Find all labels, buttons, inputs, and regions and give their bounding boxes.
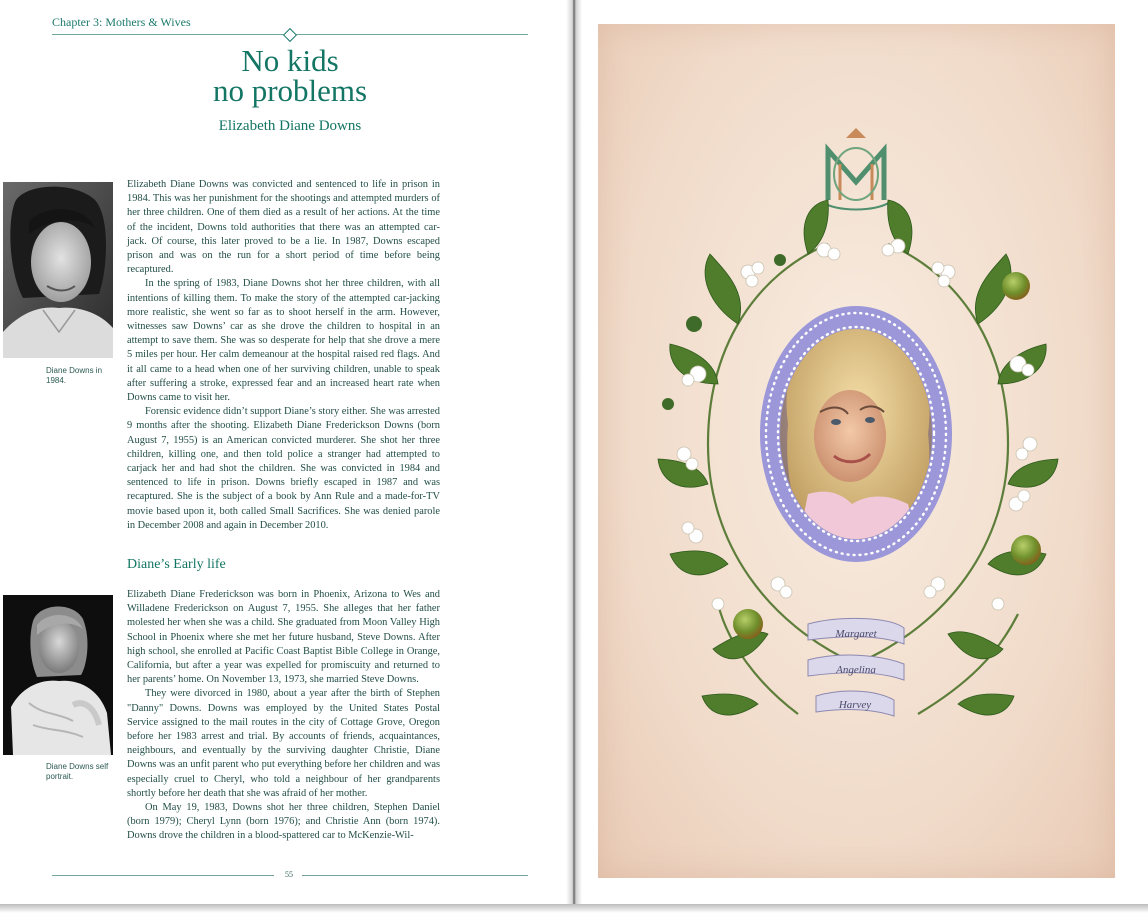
title-line-2: no problems (212, 73, 368, 108)
body-text-bottom (127, 588, 440, 844)
ribbon-text-3: Harvey (838, 699, 872, 711)
paragraph: On May 19, 1983, Downs shot her three children, Stephen Daniel (born 1979); Cheryl Lynn (born 1976); and Christie Ann (born 1974). Downs drove the children in a blood-spattered car to McKenzie-Wil- (127, 802, 440, 842)
title-line-1: No kids (241, 43, 339, 78)
paragraph: Elizabeth Diane Frederickson was born in Phoenix, Arizona to Wes and Willadene Frederickson on August 7, 1955. She alleges that her father molested her when she was a child. She graduated from Moon Valley High School in Phoenix where she met her future husband, Steve Downs. After high school, she enrolled at Pacific Coast Baptist Bible College in Orange, California, but after a year was expelled for promiscuity and returned to her parents’ home. On November 13, 1973, she married Steve Downs. (127, 589, 440, 686)
name-ribbon (808, 618, 904, 716)
floral-frame-illustration (598, 24, 1115, 878)
paragraph: In the spring of 1983, Diane Downs shot her three children, with all intentions of killing them. To make the story of the attempted car-jacking more realistic, she went so far as to shoot herself in the arm. However, witnesses saw Downs’ car as she drove the children to hospital in an attempt to save them. She was so desperate for help that she drove a mere 5 miles per hour. Her calm demeanour at the hospital raised red flags. And it all came to a head when one of her surviving children, unable to speak after suffering a stroke, expressed fear and an increased heart rate when Downs came to visit her. (127, 278, 440, 404)
portrait-photo-1984 (3, 182, 113, 358)
left-page (0, 0, 574, 906)
monogram-icon (822, 128, 890, 210)
portrait-1-image (3, 182, 113, 358)
right-page (582, 0, 1148, 906)
paragraph: Elizabeth Diane Downs was convicted and sentenced to life in prison in 1984. This was her punishment for the shootings and attempted murders of her three children. One of them died as a result of her actions. At the time of the incident, Downs told authorities that there was an attempted car-jack. Of course, this later proved to be a lie. In 1987, Downs escaped prison and was on the run for a short period of time before being recaptured. (127, 179, 440, 276)
portrait-2-image (3, 595, 113, 755)
chapter-header: Chapter 3: Mothers & Wives (52, 15, 191, 29)
page-shadow (0, 904, 1148, 913)
photo-2-caption: Diane Downs self portrait. (46, 762, 109, 781)
ribbon-text-1: Margaret (835, 628, 877, 640)
paragraph: They were divorced in 1980, about a year after the birth of Stephen "Danny" Downs. Downs was employed by the United States Postal Service assigned to the mail routes in the city of Cottage Grove, Oregon before her 1983 arrest and trial. By accounts of friends, acquaintances, neighbours, and eventually by the surviving daughter Christie, Diane Downs was an unfit parent who put everything before her children and was especially cruel to Cheryl, who told a neighbour of her grandparents shortly before her death that she was afraid of her mother. (127, 688, 440, 799)
ribbon-text-2: Angelina (836, 664, 876, 676)
self-portrait-photo (3, 595, 113, 755)
photo-1-caption: Diane Downs in 1984. (46, 366, 103, 385)
article-title (52, 43, 528, 108)
footer-rule-right (302, 875, 528, 876)
section-heading: Diane’s Early life (127, 557, 226, 572)
body-text-top (127, 178, 440, 533)
page-number: 55 (285, 870, 293, 879)
vintage-illustration (598, 24, 1115, 878)
footer-rule-left (52, 875, 274, 876)
page-gutter (566, 0, 582, 906)
diamond-ornament-icon (283, 28, 297, 42)
article-subtitle: Elizabeth Diane Downs (218, 118, 362, 134)
paragraph: Forensic evidence didn’t support Diane’s story either. She was arrested 9 months after the shooting. Elizabeth Diane Frederickson Downs (born August 7, 1955) is an American convicted murderer. She shot her three children, killing one, and then told police a stranger had attempted to carjack her and had shot the children. She was convicted in 1984 and sentenced to life in prison. Downs briefly escaped in 1987 and was recaptured. She is the subject of a book by Ann Rule and a made-for-TV movie based upon it, both called Small Sacrifices. She was denied parole in December 2008 and again in December 2010. (127, 406, 440, 531)
